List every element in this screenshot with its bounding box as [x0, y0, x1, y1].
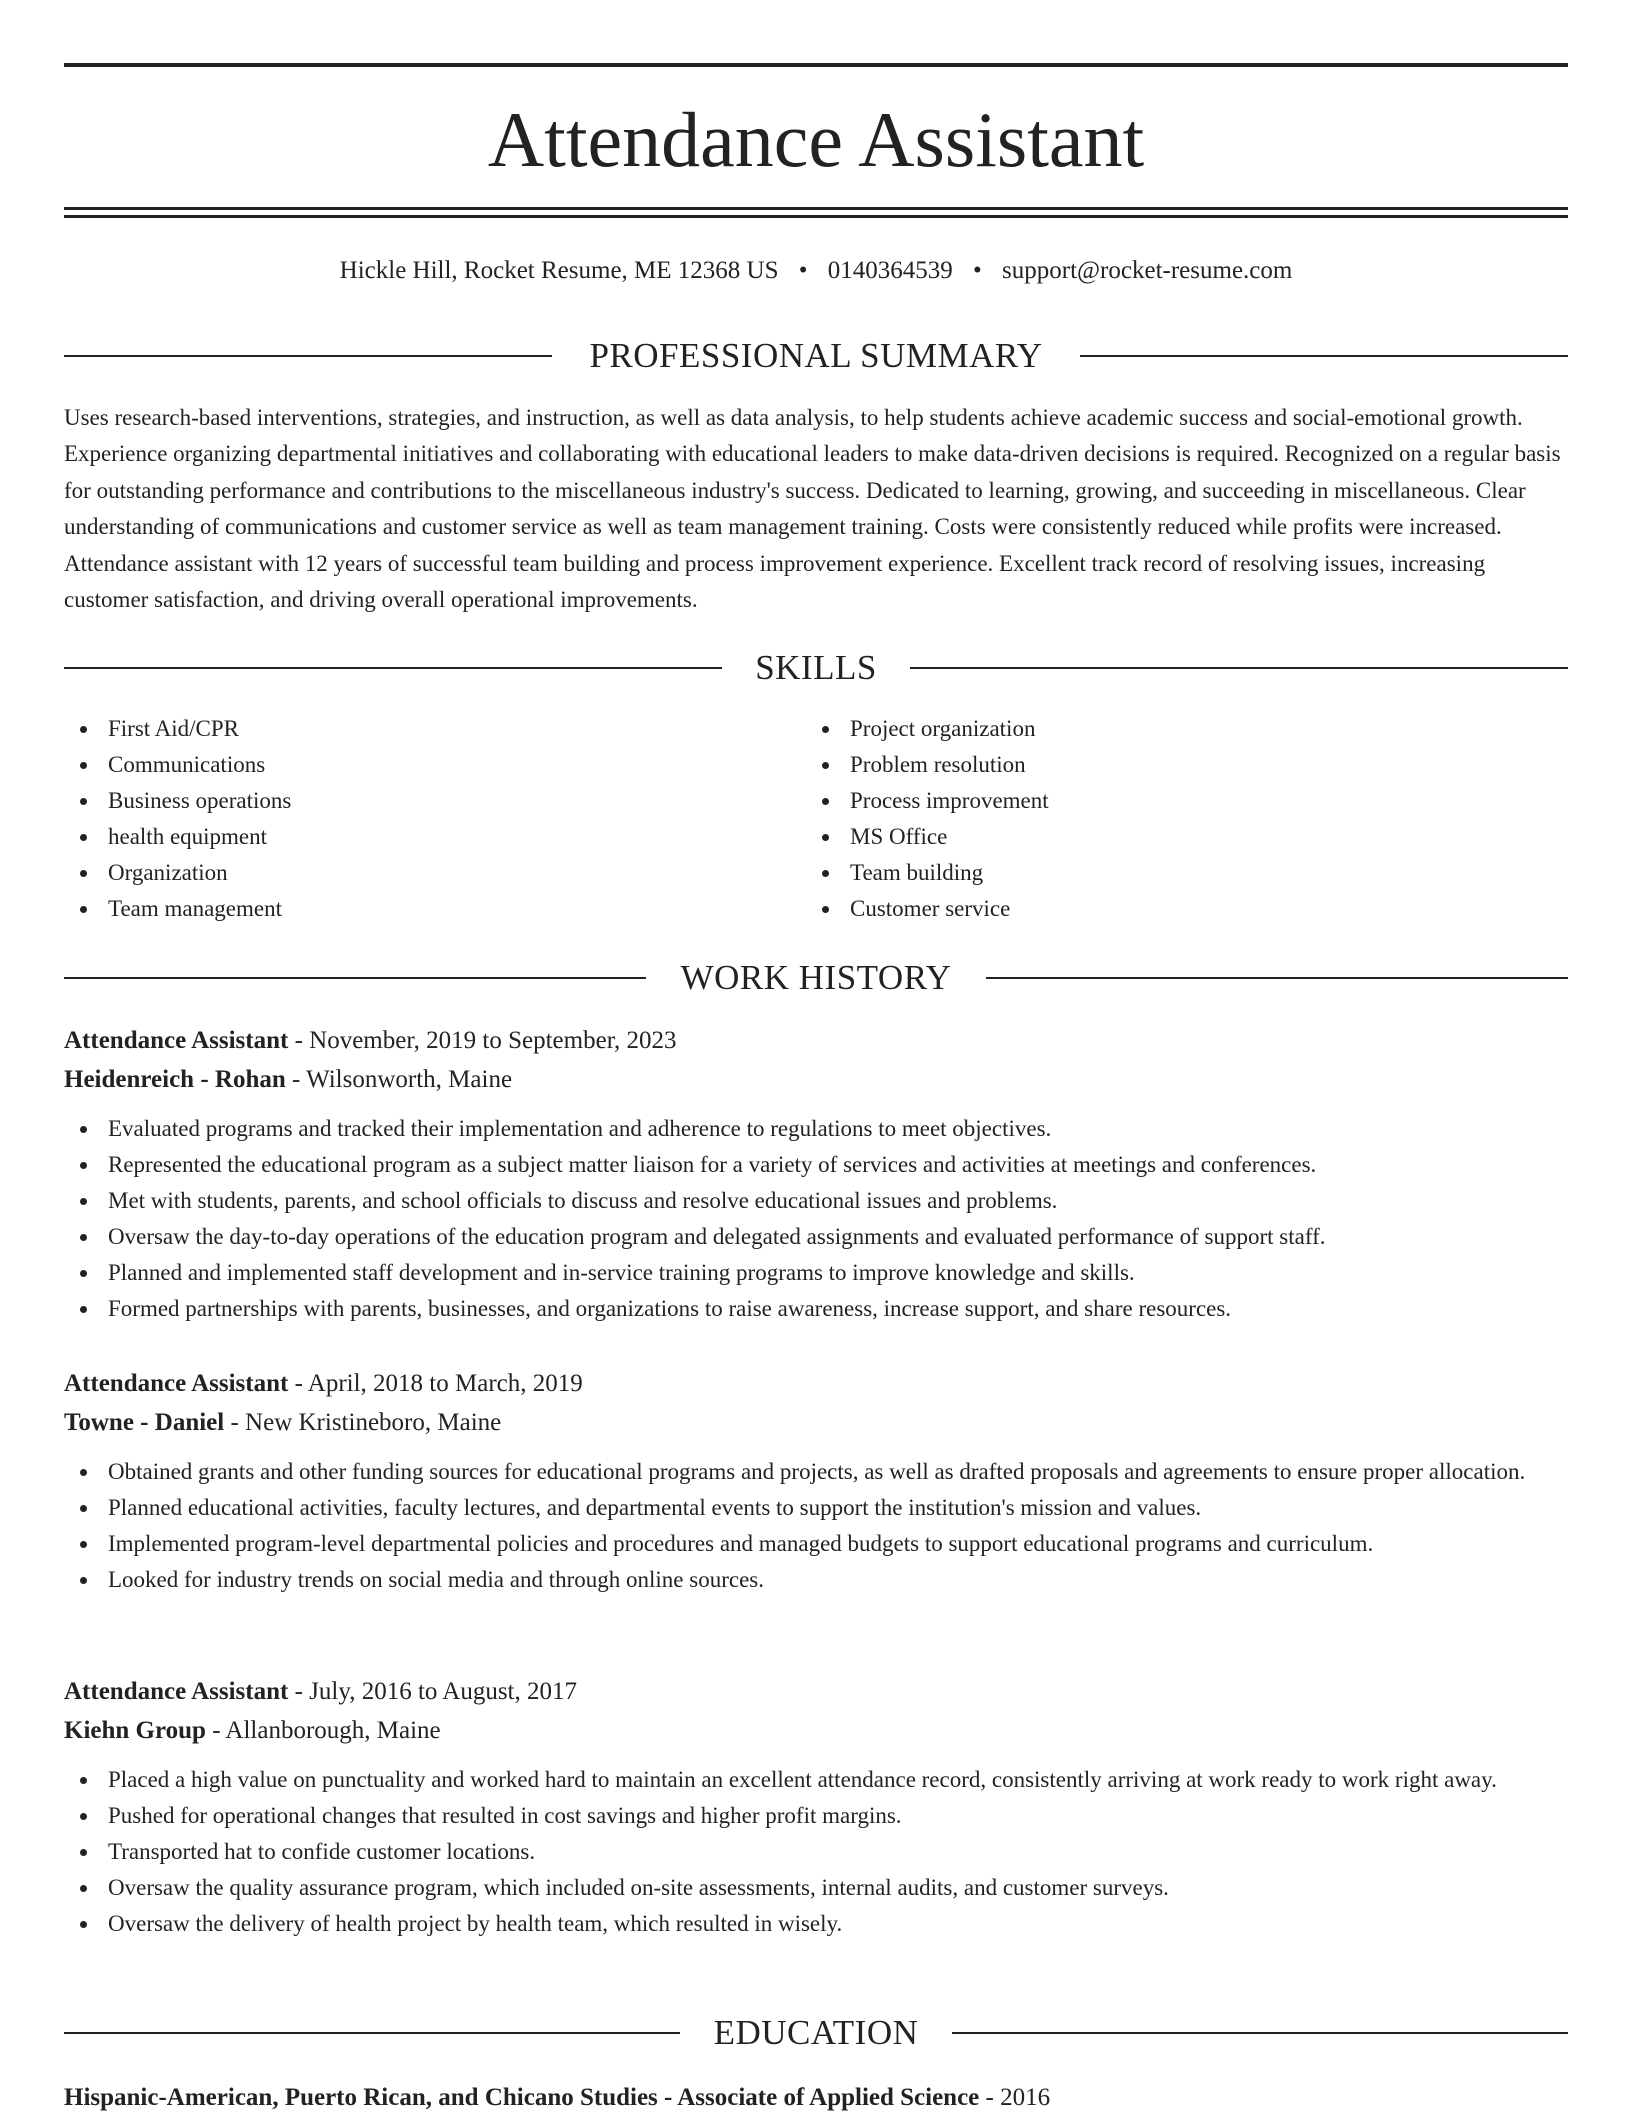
job-company: Heidenreich - Rohan [64, 1066, 286, 1093]
header-top-rule [64, 63, 1568, 67]
job-company: Towne - Daniel [64, 1409, 225, 1436]
contact-address: Hickle Hill, Rocket Resume, ME 12368 US [339, 257, 779, 284]
job-dates: - April, 2018 to March, 2019 [288, 1370, 583, 1397]
job-company: Kiehn Group [64, 1717, 206, 1744]
job-entry [64, 1366, 1568, 1598]
heading-rule-right [986, 977, 1568, 979]
job-title: Attendance Assistant [64, 1027, 289, 1054]
job-bullet: Transported hat to confide customer locations. [64, 1834, 1568, 1870]
job-bullet: Planned and implemented staff development and in-service training programs to improve knowledge and skills. [64, 1255, 1568, 1291]
skill-item: Communications [64, 747, 764, 783]
skill-item: Problem resolution [806, 747, 1506, 783]
job-bullet: Represented the educational program as a subject matter liaison for a variety of services and activities at meetings and conferences. [64, 1147, 1568, 1183]
skill-item: Process improvement [806, 783, 1506, 819]
skill-item: health equipment [64, 819, 764, 855]
skill-item: Customer service [806, 891, 1506, 927]
skill-item: Business operations [64, 783, 764, 819]
job-title: Attendance Assistant [64, 1678, 289, 1705]
header-double-rule-upper [64, 207, 1568, 210]
job-bullet: Implemented program-level departmental policies and procedures and managed budgets to support educational programs and curriculum. [64, 1526, 1568, 1562]
skills-list-left [64, 711, 764, 927]
section-heading-summary [64, 336, 1568, 376]
contact-email: support@rocket-resume.com [1002, 257, 1293, 284]
job-company-line [64, 1062, 1568, 1098]
section-heading-education [64, 2013, 1568, 2053]
job-bullet: Looked for industry trends on social media and through online sources. [64, 1562, 1568, 1598]
job-bullet: Met with students, parents, and school officials to discuss and resolve educational issues and problems. [64, 1183, 1568, 1219]
section-heading-label: PROFESSIONAL SUMMARY [589, 336, 1043, 375]
job-location: - Wilsonworth, Maine [285, 1066, 513, 1093]
job-entry [64, 1023, 1568, 1327]
section-heading-skills [64, 648, 1568, 688]
heading-rule-right [1080, 355, 1568, 357]
contact-separator: • [973, 257, 982, 284]
section-heading-label: EDUCATION [713, 2013, 919, 2052]
job-bullets [64, 1762, 1568, 1942]
job-company-line [64, 1713, 1568, 1749]
job-bullets [64, 1111, 1568, 1327]
skill-item: First Aid/CPR [64, 711, 764, 747]
job-bullet: Oversaw the delivery of health project by health team, which resulted in wisely. [64, 1906, 1568, 1942]
job-bullet: Pushed for operational changes that resulted in cost savings and higher profit margins. [64, 1798, 1568, 1834]
job-company-line [64, 1405, 1568, 1441]
job-location: - Allanborough, Maine [205, 1717, 441, 1744]
skill-item: Team management [64, 891, 764, 927]
job-title-line [64, 1023, 1568, 1059]
job-entry [64, 1674, 1568, 1942]
job-bullet: Oversaw the quality assurance program, which included on-site assessments, internal audits, and customer surveys. [64, 1870, 1568, 1906]
job-bullet: Oversaw the day-to-day operations of the education program and delegated assignments and evaluated performance of support staff. [64, 1219, 1568, 1255]
skill-item: Project organization [806, 711, 1506, 747]
skill-item: Organization [64, 855, 764, 891]
section-heading-label: SKILLS [755, 648, 877, 687]
job-bullet: Obtained grants and other funding sources for educational programs and projects, as well as drafted proposals and agreements to ensure proper allocation. [64, 1454, 1568, 1490]
job-dates: - November, 2019 to September, 2023 [288, 1027, 677, 1054]
heading-rule-right [952, 2032, 1568, 2034]
skill-item: MS Office [806, 819, 1506, 855]
contact-phone: 0140364539 [827, 257, 953, 284]
heading-rule-right [910, 667, 1568, 669]
resume-title: Attendance Assistant [487, 96, 1145, 183]
job-title: Attendance Assistant [64, 1370, 289, 1397]
job-dates: - July, 2016 to August, 2017 [288, 1678, 577, 1705]
section-heading-work-history [64, 958, 1568, 998]
education-entry [64, 2080, 1568, 2116]
job-location: - New Kristineboro, Maine [224, 1409, 502, 1436]
contact-separator: • [798, 257, 808, 284]
job-bullets [64, 1454, 1568, 1598]
education-degree: Hispanic-American, Puerto Rican, and Chicano Studies - Associate of Applied Science [64, 2084, 980, 2111]
contact-line [64, 254, 1568, 288]
header-double-rule-lower [64, 215, 1568, 218]
skill-item: Team building [806, 855, 1506, 891]
job-bullet: Formed partnerships with parents, businesses, and organizations to raise awareness, increase support, and share resources. [64, 1291, 1568, 1327]
section-heading-label: WORK HISTORY [680, 958, 952, 997]
job-bullet: Planned educational activities, faculty lectures, and departmental events to support the institution's mission and values. [64, 1490, 1568, 1526]
job-title-line [64, 1674, 1568, 1710]
education-year: - 2016 [979, 2084, 1051, 2111]
job-title-line [64, 1366, 1568, 1402]
summary-text: Uses research-based interventions, strategies, and instruction, as well as data analysis, to help students achieve academic success and social-emotional growth. Experience organizing departmental initiatives and collaborating with educational leaders to make data-driven decisions is required. Recognized on a regular basis for outstanding performance and contributions to the miscellaneous industry's success. Dedicated to learning, growing, and succeeding in miscellaneous. Clear understanding of communications and customer service as well as team management training. Costs were consistently reduced while profits were increased. Attendance assistant with 12 years of successful team building and process improvement experience. Excellent track record of resolving issues, increasing customer satisfaction, and driving overall operational improvements. [64, 405, 1561, 613]
job-bullet: Placed a high value on punctuality and worked hard to maintain an excellent attendance record, consistently arriving at work ready to work right away. [64, 1762, 1568, 1798]
job-bullet: Evaluated programs and tracked their implementation and adherence to regulations to meet objectives. [64, 1111, 1568, 1147]
skills-list-right [806, 711, 1506, 927]
